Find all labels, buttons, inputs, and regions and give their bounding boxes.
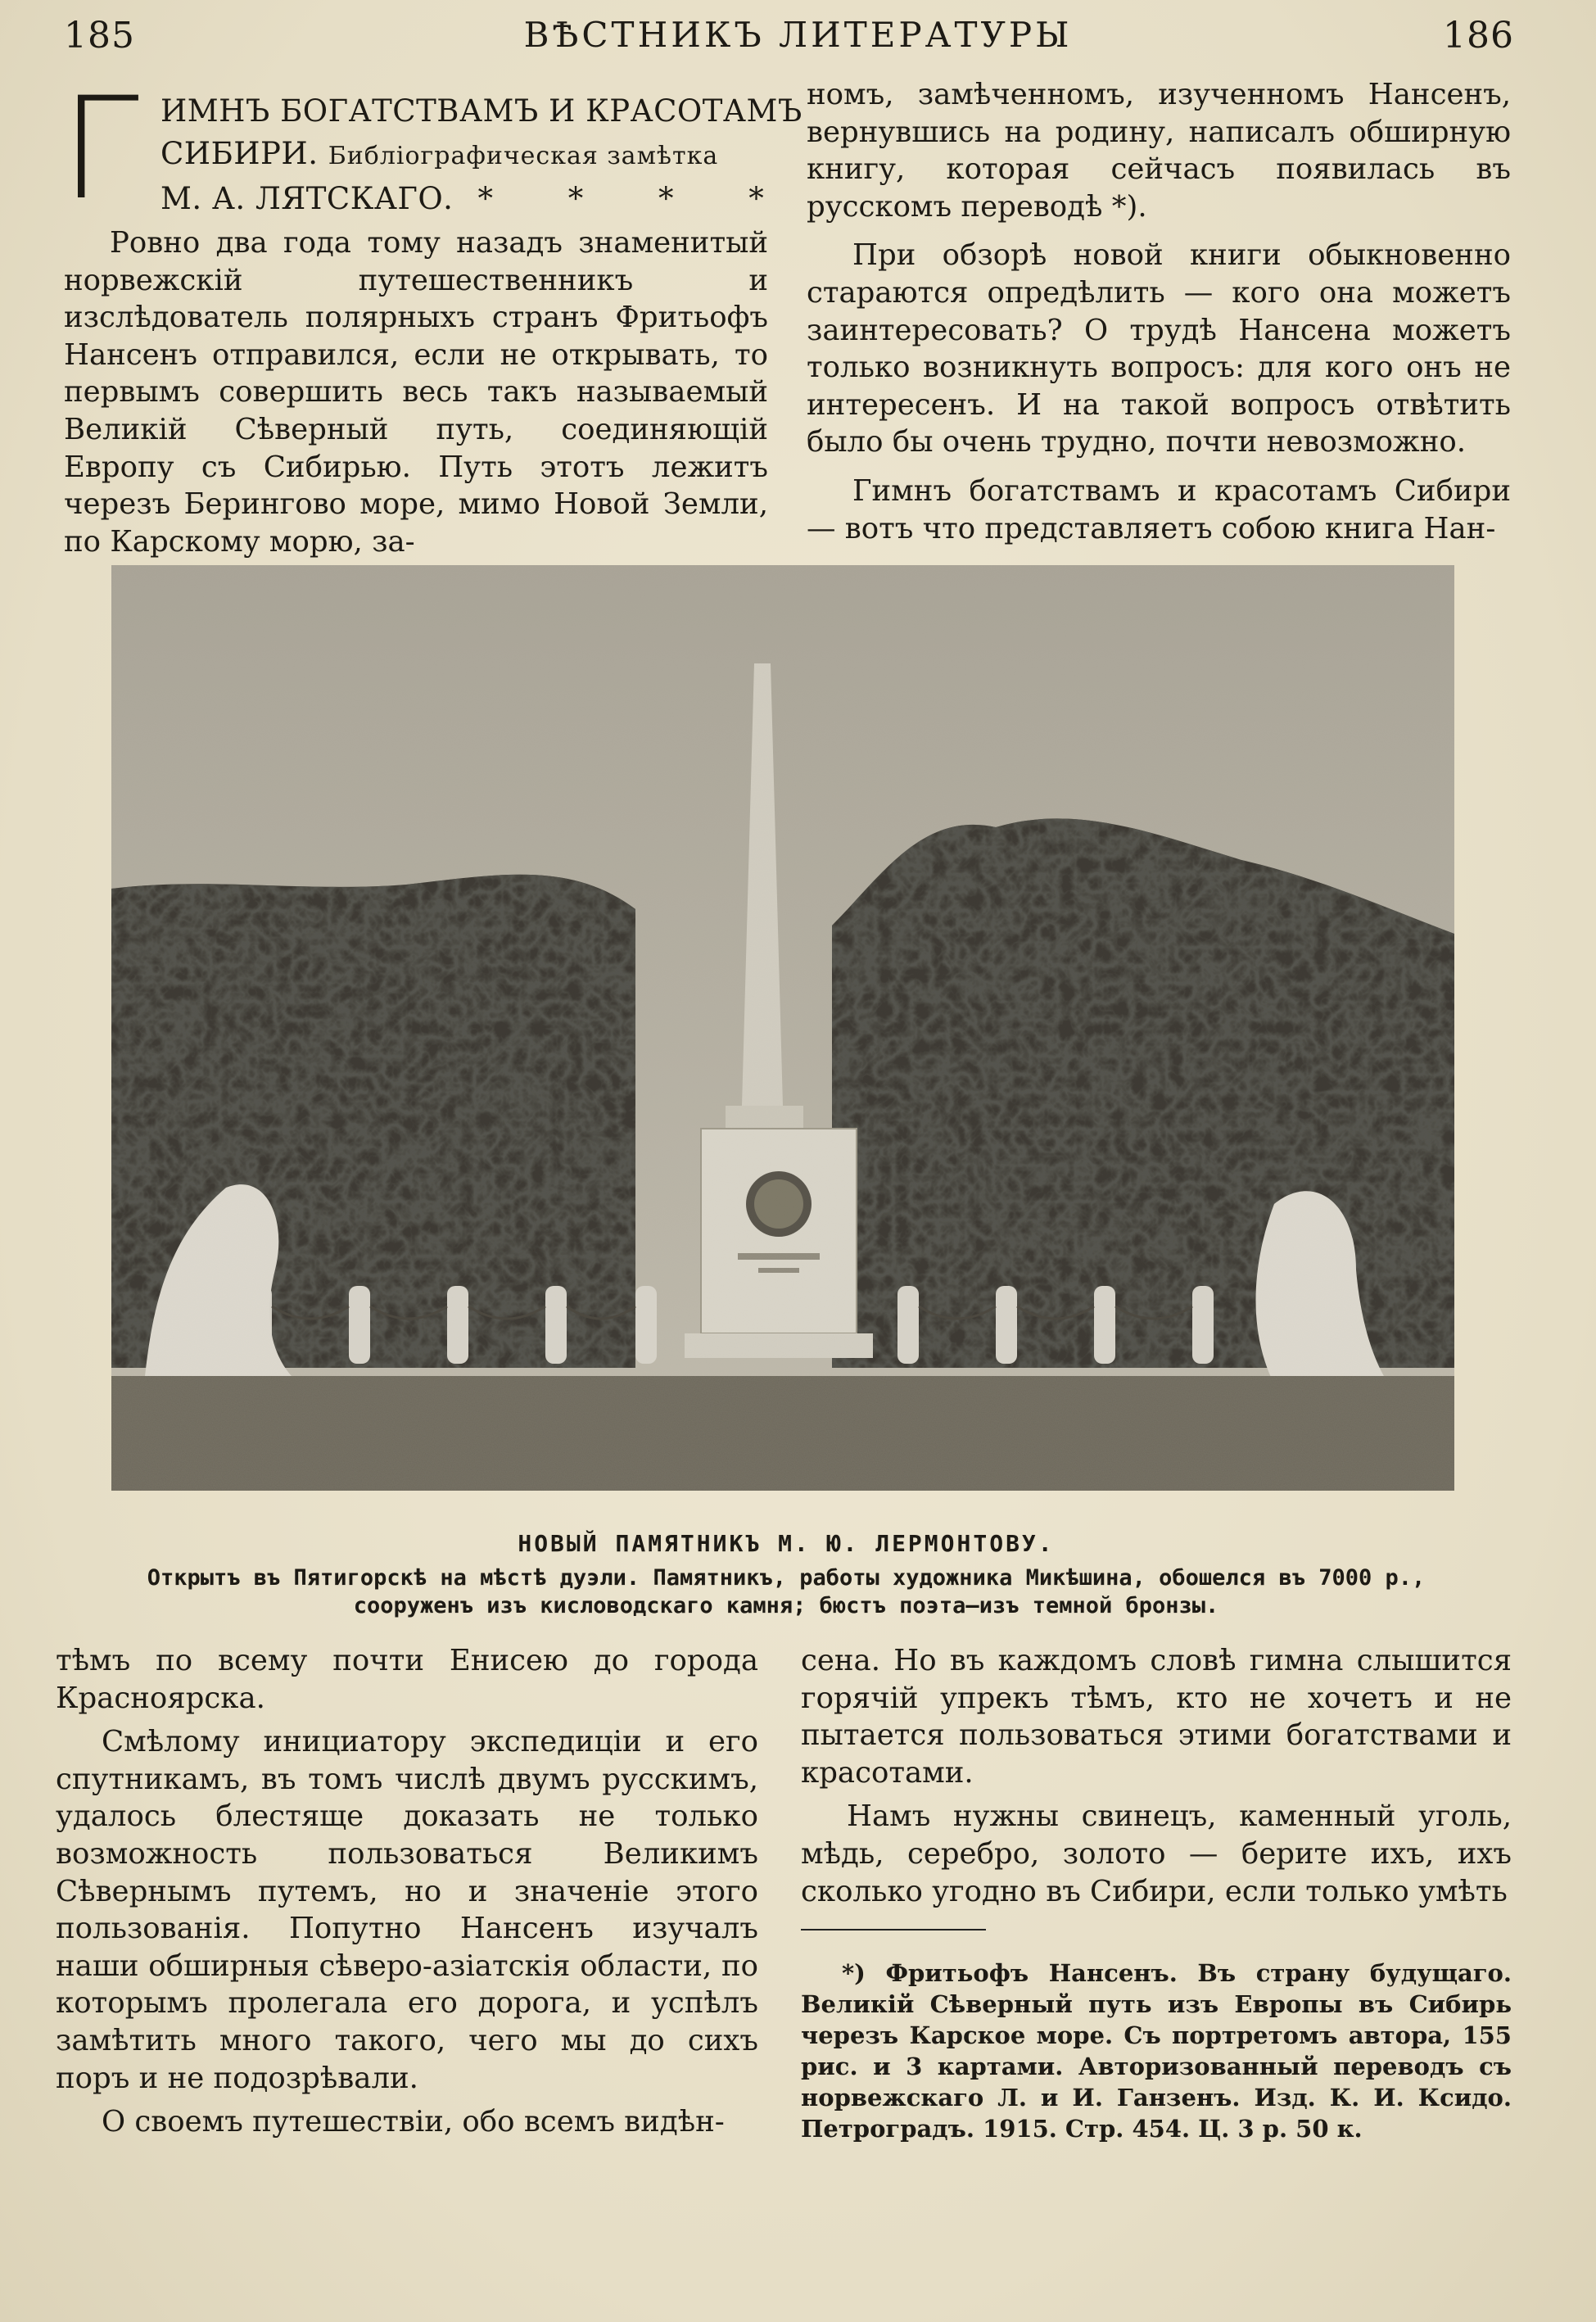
- headline-stars: * * * *: [477, 181, 797, 216]
- footnote: *) Фритьофъ Нансенъ. Въ страну будущаго. Великій Сѣверный путь изъ Европы въ Сибирь черезъ Карское море. Съ портретомъ автора, 155 рис. и 3 картами. Авторизованный переводъ съ норвежскаго Л. и И. Ганзенъ. Изд. К. И. Ксидо. Петроградъ. 1915. Стр. 454. Ц. 3 р. 50 к.: [801, 1959, 1512, 2143]
- paragraph-bottom-left-2: Смѣлому инициатору экспедиціи и его спутникамъ, въ томъ числѣ двумъ русскимъ, удалось блестяще доказать не только возможность пользоваться Великимъ Сѣвернымъ путемъ, но и значеніе этого пользованія. Попутно Нансенъ изучалъ наши обширныя сѣверо-азіатскія области, по которымъ пролегала его дорога, и успѣлъ замѣтить много такого, чего мы до сихъ поръ и не подозрѣвали.: [56, 1725, 758, 2095]
- running-head-title: ВѢСТНИКЪ ЛИТЕРАТУРЫ: [523, 15, 1073, 55]
- paragraph-bottom-right-2: Намъ нужны свинецъ, каменный уголь, мѣдь, серебро, золото — берите ихъ, ихъ сколько угодно въ Сибири, если только умѣть: [801, 1799, 1512, 1908]
- paragraph-top-right-2: При обзорѣ новой книги обыкновенно стараются опредѣлить — кого она можетъ заинтересовать? О трудѣ Нансена можетъ только возникнуть вопросъ: для кого онъ не интересенъ. И на такой вопросъ отвѣтить было бы очень трудно, почти невозможно.: [807, 238, 1511, 459]
- photo-caption-line-1: Открытъ въ Пятигорскѣ на мѣстѣ дуэли. Памятникъ, работы художника Микѣшина, обошелся въ 7000 р.,: [147, 1565, 1426, 1591]
- photo-caption-text: [49, 1564, 1523, 1620]
- column-bottom-left: [56, 1642, 758, 2141]
- paragraph-bottom-left-3: О своемъ путешествіи, обо всемъ видѣн-: [102, 2105, 725, 2139]
- article-headline: [61, 66, 803, 231]
- paragraph-top-right-1: номъ, замѣченномъ, изученномъ Нансенъ, вернувшись на родину, написалъ обширную книгу, которая сейчасъ появилась въ русскомъ переводѣ *).: [807, 78, 1511, 224]
- headline-line-1: ИМНЪ БОГАТСТВАМЪ И КРАСОТАМЪ: [161, 93, 803, 129]
- paragraph-top-left: Ровно два года тому назадъ знаменитый норвежскій путешественникъ и изслѣдователь полярныхъ странъ Фритьофъ Нансенъ отправился, если не открывать, то первымъ совершить весь такъ называемый Великій Сѣверный путь, соединяющій Европу съ Сибирью. Путь этотъ лежитъ черезъ Берингово море, мимо Новой Земли, по Карскому морю, за-: [64, 226, 768, 559]
- page-number-right: 186: [1443, 15, 1514, 57]
- photo-caption-line-2: сооруженъ изъ кисловодскаго камня; бюстъ поэта—изъ темной бронзы.: [353, 1593, 1219, 1618]
- page-number-left: 185: [64, 15, 135, 57]
- drop-cap: Г: [61, 66, 139, 231]
- paragraph-bottom-right-1: сена. Но въ каждомъ словѣ гимна слышится горячій упрекъ тѣмъ, кто не хочетъ и не пытается пользоваться этими богатствами и красотами.: [801, 1644, 1512, 1790]
- column-top-right: [807, 76, 1511, 547]
- headline-line-2: СИБИРИ.: [161, 136, 319, 171]
- photo-caption-title: НОВЫЙ ПАМЯТНИКЪ М. Ю. ЛЕРМОНТОВУ.: [518, 1530, 1055, 1557]
- monument-photo: [111, 565, 1454, 1491]
- headline-subtitle: Библіографическая замѣтка: [328, 142, 719, 170]
- column-top-left: [61, 66, 803, 560]
- footnote-rule: [801, 1929, 986, 1930]
- column-bottom-right: [801, 1642, 1512, 1910]
- paragraph-top-right-3: Гимнъ богатствамъ и красотамъ Сибири — вотъ что представляетъ собою книга Нан-: [807, 473, 1511, 545]
- headline-author: М. А. ЛЯТСКАГО.: [161, 181, 454, 216]
- paragraph-bottom-left-1: тѣмъ по всему почти Енисею до города Красноярска.: [56, 1644, 758, 1715]
